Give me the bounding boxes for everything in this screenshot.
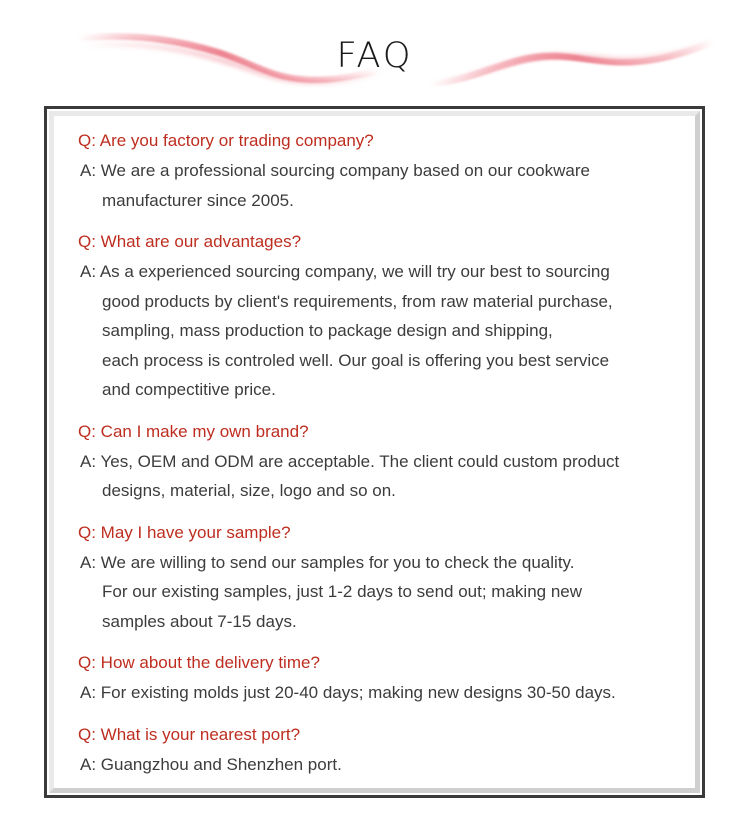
faq-answer (80, 156, 687, 215)
faq-answer (80, 750, 687, 780)
faq-item (80, 518, 687, 637)
page-title: FAQ (336, 36, 414, 76)
faq-answer-line: A: We are willing to send our samples for you to check the quality. (80, 552, 575, 572)
faq-item (80, 648, 687, 708)
faq-answer-line: and compectitive price. (102, 380, 276, 399)
faq-question: Q: What is your nearest port? (78, 724, 301, 744)
faq-answer (80, 257, 687, 405)
faq-answer-line: A: Yes, OEM and ODM are acceptable. The client could custom product (80, 451, 620, 471)
faq-list (54, 116, 695, 791)
faq-frame-inner (49, 111, 700, 793)
faq-answer-line: A: We are a professional sourcing company based on our cookware (80, 161, 590, 180)
faq-frame (44, 106, 705, 798)
faq-question: Q: Can I make my own brand? (78, 421, 309, 441)
faq-answer-line: A: As a experienced sourcing company, we will try our best to sourcing (80, 262, 610, 281)
faq-question: Q: What are our advantages? (78, 232, 302, 251)
faq-answer (80, 548, 687, 637)
faq-answer (80, 447, 687, 506)
faq-answer-line: manufacturer since 2005. (102, 190, 294, 210)
faq-item (80, 126, 687, 215)
faq-item (80, 720, 687, 780)
page-header (0, 0, 750, 104)
faq-answer (80, 678, 687, 708)
faq-answer-line: good products by client's requirements, from raw material purchase, (102, 291, 613, 311)
faq-answer-line: A: Guangzhou and Shenzhen port. (80, 754, 342, 774)
faq-question: Q: How about the delivery time? (78, 653, 320, 672)
faq-question: Q: May I have your sample? (78, 522, 291, 542)
faq-answer-line: A: For existing molds just 20-40 days; making new designs 30-50 days. (80, 683, 616, 702)
faq-item (80, 417, 687, 506)
faq-item (80, 227, 687, 405)
faq-answer-line: sampling, mass production to package design and shipping, (102, 321, 553, 340)
faq-answer-line: For our existing samples, just 1-2 days to send out; making new (102, 582, 583, 601)
faq-answer-line: designs, material, size, logo and so on. (102, 481, 396, 500)
faq-question: Q: Are you factory or trading company? (78, 131, 374, 150)
faq-answer-line: samples about 7-15 days. (102, 611, 297, 631)
faq-answer-line: each process is controled well. Our goal is offering you best service (102, 350, 610, 370)
